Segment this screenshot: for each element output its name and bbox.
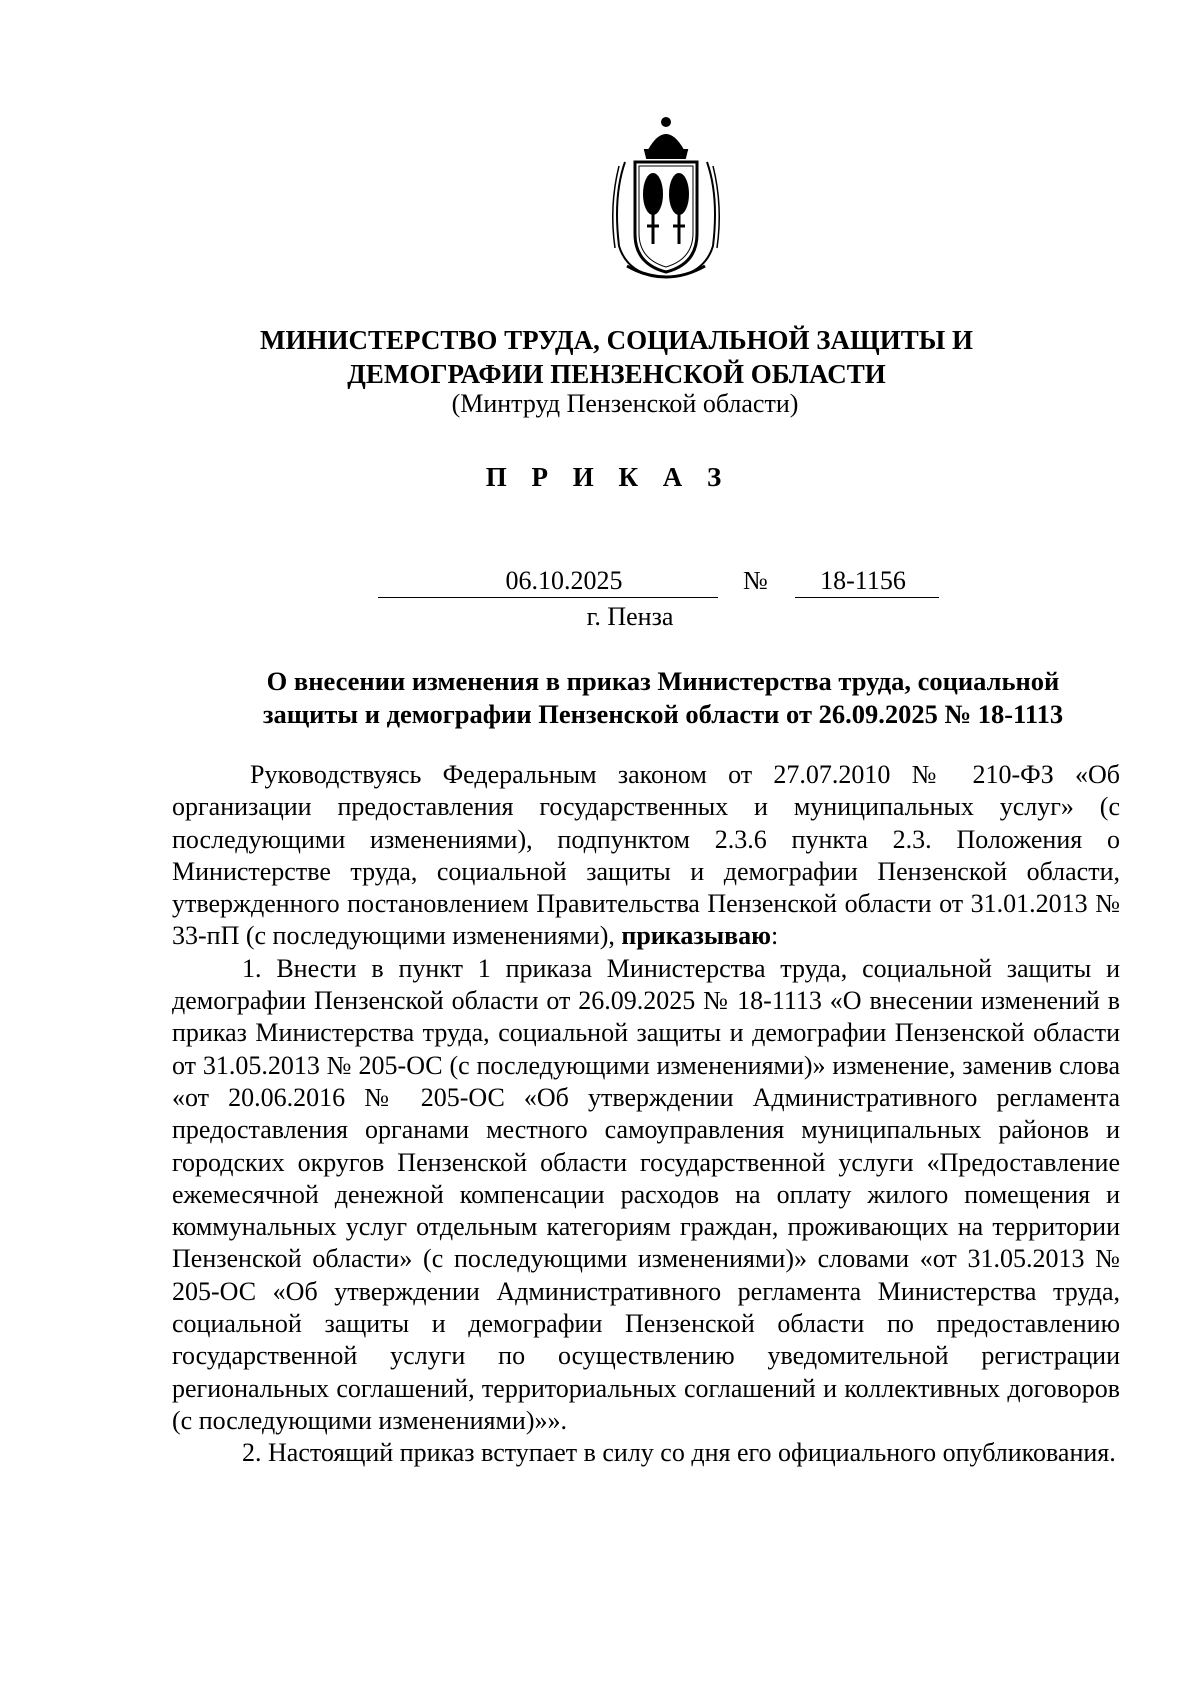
- order-colon: :: [771, 921, 779, 951]
- item-2-paragraph: 2. Настоящий приказ вступает в силу со дня его официального опубликования.: [242, 1438, 1116, 1468]
- coat-of-arms-emblem: [605, 116, 727, 284]
- order-city: г. Пенза: [586, 602, 674, 631]
- preamble-paragraph: [172, 759, 1120, 953]
- preamble-text: Руководствуясь Федеральным законом от 27.07.2010 № 210-ФЗ «Об организации предоставления государственных и муниципальных услуг» (с последующими изменениями), подпунктом 2.3.6 пункта 2.3. Положения о Министерстве труда, социальной защиты и демографии Пензенской области, утвержденного постановлением Правительства Пензенской области от 31.01.2013 № 33-пП (с последующими изменениями),: [172, 760, 1120, 951]
- order-subject-line1: О внесении изменения в приказ Министерства труда, социальной: [266, 666, 1060, 696]
- number-sign: №: [743, 566, 768, 595]
- order-body: [172, 759, 1120, 1470]
- order-date: 06.10.2025: [378, 566, 718, 598]
- ministry-short-name: (Минтруд Пензенской области): [451, 389, 799, 418]
- ministry-title-line1: МИНИСТЕРСТВО ТРУДА, СОЦИАЛЬНОЙ ЗАЩИТЫ И: [260, 325, 973, 355]
- order-number: 18-1156: [795, 566, 939, 598]
- order-word: приказываю: [621, 921, 772, 951]
- order-subject-line2: защиты и демографии Пензенской области от 26.09.2025 № 18-1113: [262, 699, 1064, 729]
- order-subject: [208, 665, 1118, 731]
- document-type-heading: П Р И К А З: [485, 462, 731, 492]
- ministry-title-line2: ДЕМОГРАФИИ ПЕНЗЕНСКОЙ ОБЛАСТИ: [347, 359, 886, 389]
- ministry-title: [0, 323, 1200, 391]
- item-1-paragraph: 1. Внести в пункт 1 приказа Министерства труда, социальной защиты и демографии Пензенской области от 26.09.2025 № 18-1113 «О внесении изменений в приказ Министерства труда, социальной защиты и демографии Пензенской области от 31.05.2013 № 205-ОС (с последующими изменениями)» изменение, заменив слова «от 20.06.2016 № 205-ОС «Об утверждении Административного регламента предоставления органами местного самоуправления муниципальных районов и городских округов Пензенской области государственной услуги «Предоставление ежемесячной денежной компенсации расходов на оплату жилого помещения и коммунальных услуг отдельным категориям граждан, проживающих на территории Пензенской области» (с последующими изменениями)» словами «от 31.05.2013 № 205-ОС «Об утверждении Административного регламента Министерства труда, социальной защиты и демографии Пензенской области по предоставлению государственной услуги по осуществлению уведомительной регистрации региональных соглашений, территориальных соглашений и коллективных договоров (с последующими изменениями)»».: [172, 953, 1120, 1435]
